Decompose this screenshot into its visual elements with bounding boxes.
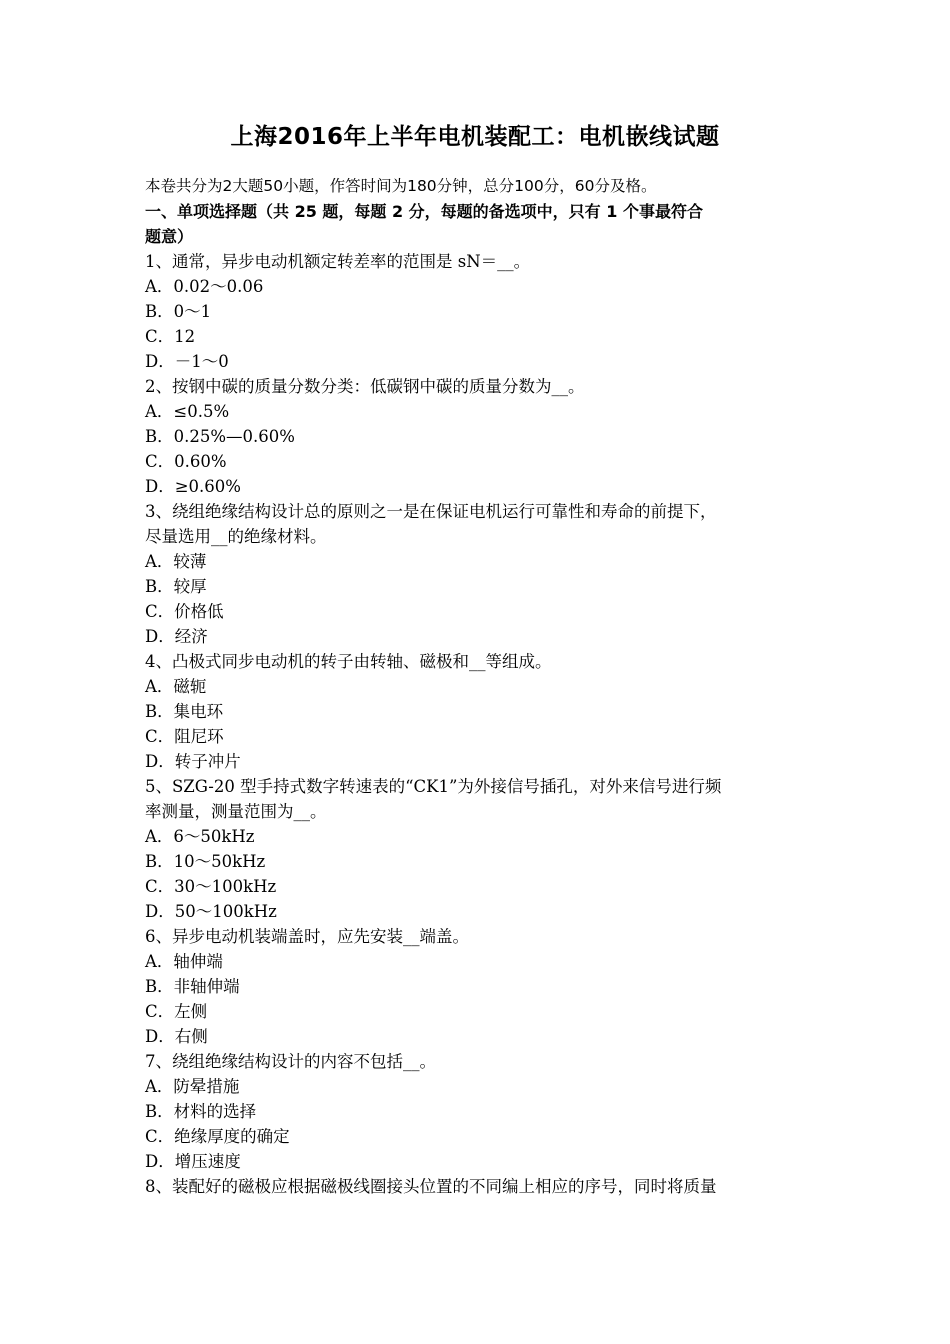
question-text: 7、绕组绝缘结构设计的内容不包括__。 bbox=[145, 1052, 436, 1071]
question-text: 4、凸极式同步电动机的转子由转轴、磁极和__等组成。 bbox=[145, 652, 552, 671]
question-block bbox=[145, 374, 815, 499]
question-block bbox=[145, 1174, 815, 1199]
question-block bbox=[145, 499, 815, 649]
option-d: D．－1～0 bbox=[145, 352, 229, 371]
option-c: C．12 bbox=[145, 327, 196, 346]
option-b: B．较厚 bbox=[145, 577, 207, 596]
question-text: 1、通常，异步电动机额定转差率的范围是 sN＝__。 bbox=[145, 252, 531, 271]
question-block bbox=[145, 1049, 815, 1174]
option-d: D．50～100kHz bbox=[145, 902, 277, 921]
document-body bbox=[145, 174, 815, 1199]
question-text: 率测量，测量范围为__。 bbox=[145, 802, 327, 821]
option-d: D．转子冲片 bbox=[145, 752, 241, 771]
option-b: B．非轴伸端 bbox=[145, 977, 240, 996]
option-c: C．左侧 bbox=[145, 1002, 208, 1021]
option-a: A．磁轭 bbox=[145, 677, 207, 696]
question-text: 3、绕组绝缘结构设计总的原则之一是在保证电机运行可靠性和寿命的前提下， bbox=[145, 502, 717, 521]
option-c: C．绝缘厚度的确定 bbox=[145, 1127, 290, 1146]
option-a: A．轴伸端 bbox=[145, 952, 223, 971]
question-text: 5、SZG-20 型手持式数字转速表的“CK1”为外接信号插孔，对外来信号进行频 bbox=[145, 777, 722, 796]
option-c: C．0.60% bbox=[145, 452, 227, 471]
question-block bbox=[145, 249, 815, 374]
option-a: A．≤0.5% bbox=[145, 402, 230, 421]
option-d: D．≥0.60% bbox=[145, 477, 241, 496]
question-text: 尽量选用__的绝缘材料。 bbox=[145, 527, 327, 546]
option-b: B．10～50kHz bbox=[145, 852, 266, 871]
option-d: D．增压速度 bbox=[145, 1152, 241, 1171]
option-b: B．0～1 bbox=[145, 302, 212, 321]
section-heading-line: 题意） bbox=[145, 227, 194, 246]
question-block bbox=[145, 649, 815, 774]
option-a: A．0.02～0.06 bbox=[145, 277, 264, 296]
option-a: A．较薄 bbox=[145, 552, 207, 571]
option-b: B．0.25%—0.60% bbox=[145, 427, 295, 446]
exam-intro: 本卷共分为2大题50小题，作答时间为180分钟，总分100分，60分及格。 bbox=[145, 177, 657, 195]
option-c: C．30～100kHz bbox=[145, 877, 277, 896]
option-c: C．阻尼环 bbox=[145, 727, 224, 746]
question-block bbox=[145, 924, 815, 1049]
option-d: D．经济 bbox=[145, 627, 208, 646]
option-c: C．价格低 bbox=[145, 602, 224, 621]
question-text: 8、装配好的磁极应根据磁极线圈接头位置的不同编上相应的序号，同时将质量 bbox=[145, 1177, 717, 1196]
option-a: A．6～50kHz bbox=[145, 827, 255, 846]
question-text: 2、按钢中碳的质量分数分类：低碳钢中碳的质量分数为__。 bbox=[145, 377, 585, 396]
section-heading bbox=[145, 199, 815, 249]
question-text: 6、异步电动机装端盖时，应先安装__端盖。 bbox=[145, 927, 469, 946]
option-d: D．右侧 bbox=[145, 1027, 208, 1046]
section-heading-line: 一、单项选择题（共 25 题，每题 2 分，每题的备选项中，只有 1 个事最符合 bbox=[145, 202, 703, 221]
option-b: B．集电环 bbox=[145, 702, 224, 721]
option-a: A．防晕措施 bbox=[145, 1077, 240, 1096]
question-block bbox=[145, 774, 815, 924]
option-b: B．材料的选择 bbox=[145, 1102, 257, 1121]
page-title: 上海2016年上半年电机装配工：电机嵌线试题 bbox=[230, 124, 720, 150]
